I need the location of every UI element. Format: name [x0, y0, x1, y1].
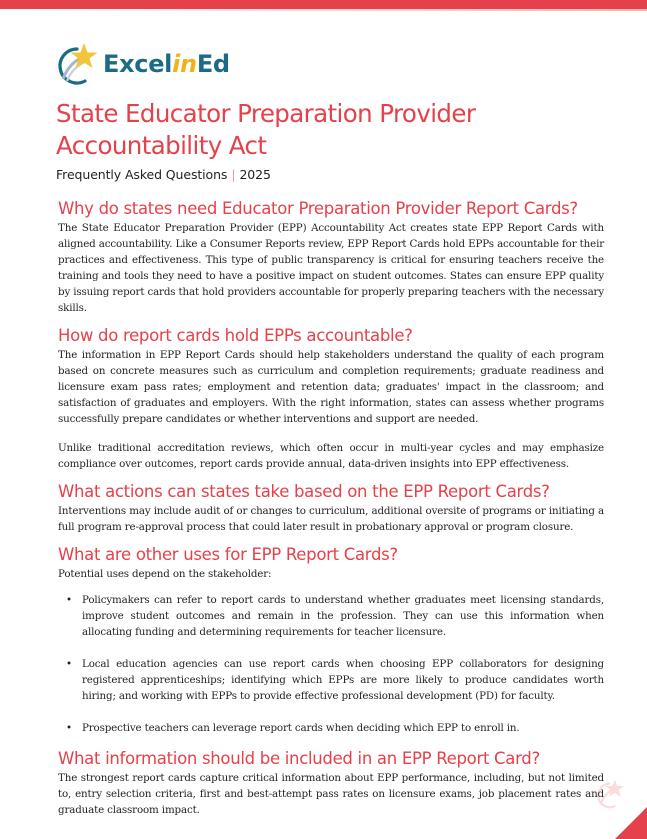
faq-section-why — [58, 198, 604, 316]
subtitle-label: Frequently Asked Questions — [56, 167, 228, 182]
faq-section-information — [58, 748, 604, 818]
page-subtitle — [56, 167, 271, 182]
faq-section-uses — [58, 544, 604, 736]
logo-text-ed: Ed — [196, 50, 230, 78]
section-heading: What actions can states take based on the EPP Report Cards? — [58, 482, 550, 501]
bullet-icon: • — [66, 658, 72, 670]
section-heading: Why do states need Educator Preparation Provider Report Cards? — [58, 199, 578, 218]
section-paragraph: The information in EPP Report Cards should help stakeholders understand the quality of each program based on concrete measures such as curriculum and completion requirements; graduate readiness and licensure exam pass rates; employment and retention data; graduates' impact in the classroom; and satisfaction of graduates and employers. With the right information, states can assess whether programs successfully prepare candidates or whether interventions and support are needed. — [58, 349, 604, 425]
logo-wordmark — [103, 50, 230, 78]
corner-accent-triangle — [615, 807, 647, 839]
uses-list — [58, 592, 604, 736]
section-heading: What are other uses for EPP Report Cards? — [58, 545, 398, 564]
subtitle-year: 2025 — [239, 167, 271, 182]
section-paragraph: The State Educator Preparation Provider (EPP) Accountability Act creates state EPP Report Cards with aligned accountability. Like a Consumer Reports review, EPP Report Cards hold EPPs accountable for their practices and effectiveness. This type of public transparency is critical for ensuring teachers receive the training and tools they need to have a positive impact on student outcomes. States can ensure EPP quality by issuing report cards that hold providers accountable for properly preparing teachers with the necessary skills. — [58, 222, 604, 314]
section-paragraph: Potential uses depend on the stakeholder: — [58, 568, 272, 580]
logo-text-excel: Excel — [103, 50, 173, 78]
faq-section-how — [58, 325, 604, 472]
list-item-text: Prospective teachers can leverage report cards when deciding which EPP to enroll in. — [82, 722, 520, 734]
bullet-icon: • — [66, 594, 72, 606]
excelined-logo — [55, 40, 230, 88]
subtitle-separator: | — [231, 167, 236, 182]
list-item — [58, 720, 604, 736]
top-accent-bar — [0, 0, 647, 9]
page-title: State Educator Preparation Provider Accountability Act — [56, 99, 476, 160]
logo-text-in: in — [172, 50, 197, 78]
bullet-icon: • — [66, 722, 72, 734]
section-heading: How do report cards hold EPPs accountable? — [58, 326, 413, 345]
faq-section-actions — [58, 481, 604, 535]
star-swoosh-logo-icon — [55, 41, 99, 87]
section-paragraph: The strongest report cards capture critical information about EPP performance, including, but not limited to, entry selection criteria, first and best-attempt pass rates on licensure exams, job placement rates and graduate classroom impact. — [58, 772, 604, 816]
list-item — [58, 656, 604, 704]
section-paragraph: Interventions may include audit of or changes to curriculum, additional oversite of programs or initiating a full program re-approval process that could later result in probationary approval or program closure. — [58, 505, 604, 533]
section-paragraph: Unlike traditional accreditation reviews, which often occur in multi-year cycles and may emphasize compliance over outcomes, report cards provide annual, data-driven insights into EPP effectiveness. — [58, 442, 604, 470]
top-accent-fade — [0, 9, 647, 11]
list-item — [58, 592, 604, 640]
star-swoosh-watermark-icon — [593, 778, 627, 810]
list-item-text: Policymakers can refer to report cards to understand whether graduates meet licensing standards, improve student outcomes and remain in the profession. They can use this information when allocating funding and determining requirements for teacher licensure. — [82, 594, 604, 638]
faq-content — [58, 198, 604, 827]
section-heading: What information should be included in an EPP Report Card? — [58, 749, 540, 768]
list-item-text: Local education agencies can use report cards when choosing EPP collaborators for designing registered apprenticeships; identifying which EPPs are more likely to produce candidates worth hiring; and working with EPPs to provide effective professional development (PD) for faculty. — [82, 658, 604, 702]
